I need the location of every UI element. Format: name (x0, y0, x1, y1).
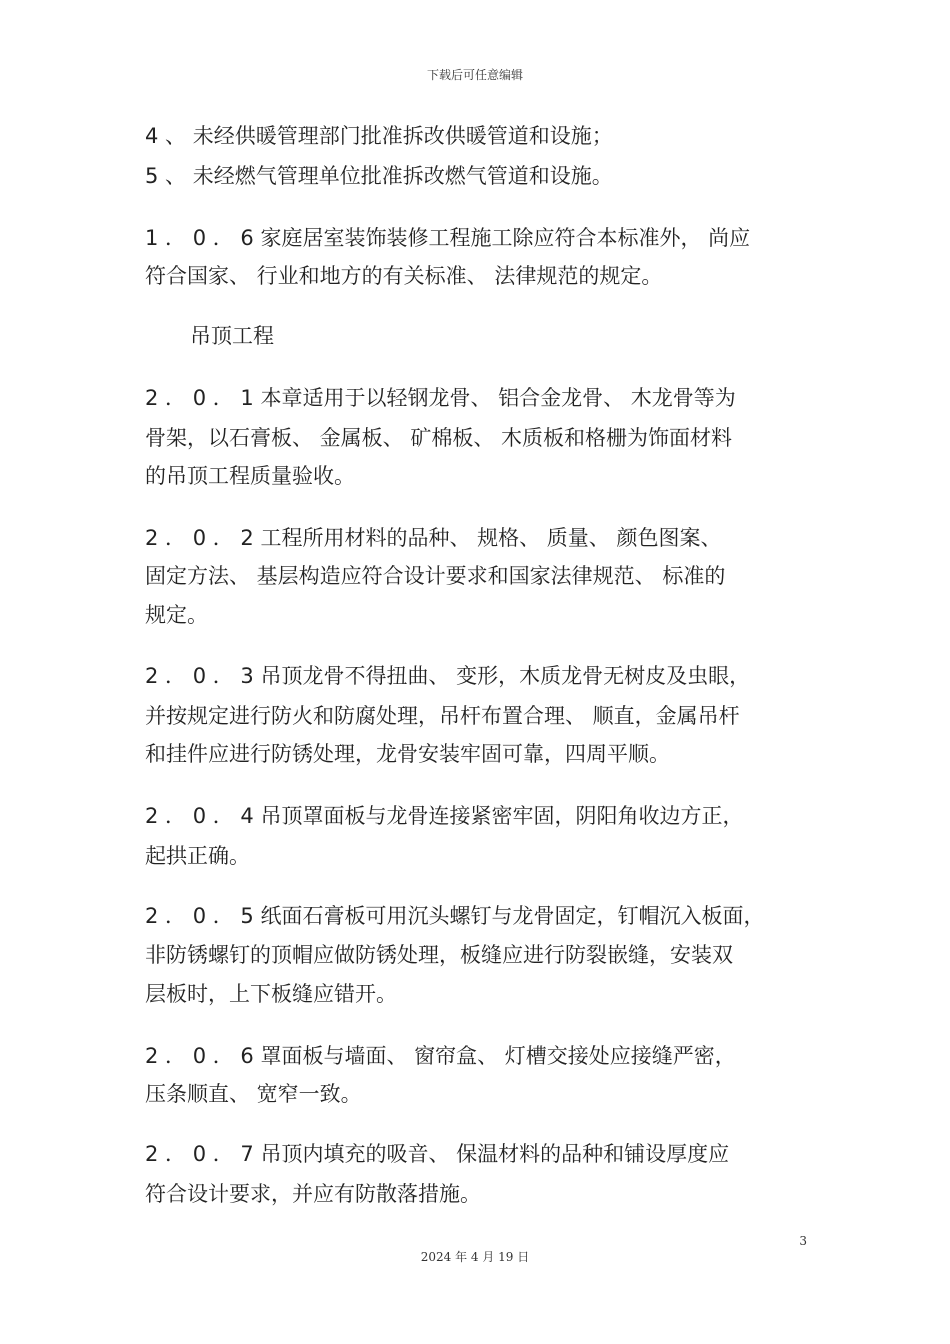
clause-2-0-1-line-3: 的吊顶工程质量验收。 (145, 464, 355, 488)
clause-2-0-6-line-2: 压条顺直、 宽窄一致。 (145, 1082, 362, 1106)
page-footer-date: 2024 年 4 月 19 日 (420, 1250, 530, 1264)
clause-2-0-3-line-2: 并按规定进行防火和防腐处理，吊杆布置合理、 顺直，金属吊杆 (145, 704, 740, 728)
clause-2-0-6-line-1: 2 ． 0 ． 6 罩面板与墙面、 窗帘盒、 灯槽交接处应接缝严密， (145, 1044, 736, 1068)
list-item-5: 5 、 未经燃气管理单位批准拆改燃气管道和设施。 (145, 164, 613, 188)
section-heading: 吊顶工程 (190, 324, 274, 348)
clause-1-0-6-line-1: 1 ． 0 ． 6 家庭居室装饰装修工程施工除应符合本标准外， 尚应 (145, 226, 751, 250)
clause-2-0-7-line-2: 符合设计要求，并应有防散落措施。 (145, 1182, 481, 1206)
page-number: 3 (799, 1234, 807, 1248)
clause-2-0-5-line-3: 层板时，上下板缝应错开。 (145, 982, 397, 1006)
list-item-4: 4 、 未经供暖管理部门批准拆改供暖管道和设施； (145, 124, 613, 148)
clause-2-0-5-line-1: 2 ． 0 ． 5 纸面石膏板可用沉头螺钉与龙骨固定，钉帽沉入板面， (145, 904, 765, 928)
clause-2-0-2-line-3: 规定。 (145, 603, 208, 627)
clause-2-0-4-line-2: 起拱正确。 (145, 844, 250, 868)
clause-2-0-1-line-1: 2 ． 0 ． 1 本章适用于以轻钢龙骨、 铝合金龙骨、 木龙骨等为 (145, 386, 736, 410)
clause-2-0-5-line-2: 非防锈螺钉的顶帽应做防锈处理，板缝应进行防裂嵌缝，安装双 (145, 943, 733, 967)
clause-2-0-3-line-3: 和挂件应进行防锈处理，龙骨安装牢固可靠，四周平顺。 (145, 742, 670, 766)
clause-2-0-4-line-1: 2 ． 0 ． 4 吊顶罩面板与龙骨连接紧密牢固，阴阳角收边方正， (145, 804, 744, 828)
clause-1-0-6-line-2: 符合国家、 行业和地方的有关标准、 法律规范的规定。 (145, 264, 663, 288)
page-header: 下载后可任意编辑 (426, 68, 523, 82)
clause-2-0-7-line-1: 2 ． 0 ． 7 吊顶内填充的吸音、 保温材料的品种和铺设厚度应 (145, 1142, 730, 1166)
clause-2-0-2-line-2: 固定方法、 基层构造应符合设计要求和国家法律规范、 标准的 (145, 564, 726, 588)
clause-2-0-3-line-1: 2 ． 0 ． 3 吊顶龙骨不得扭曲、 变形，木质龙骨无树皮及虫眼， (145, 664, 751, 688)
clause-2-0-2-line-1: 2 ． 0 ． 2 工程所用材料的品种、 规格、 质量、 颜色图案、 (145, 526, 722, 550)
clause-2-0-1-line-2: 骨架，以石膏板、 金属板、 矿棉板、 木质板和格栅为饰面材料 (145, 426, 733, 450)
